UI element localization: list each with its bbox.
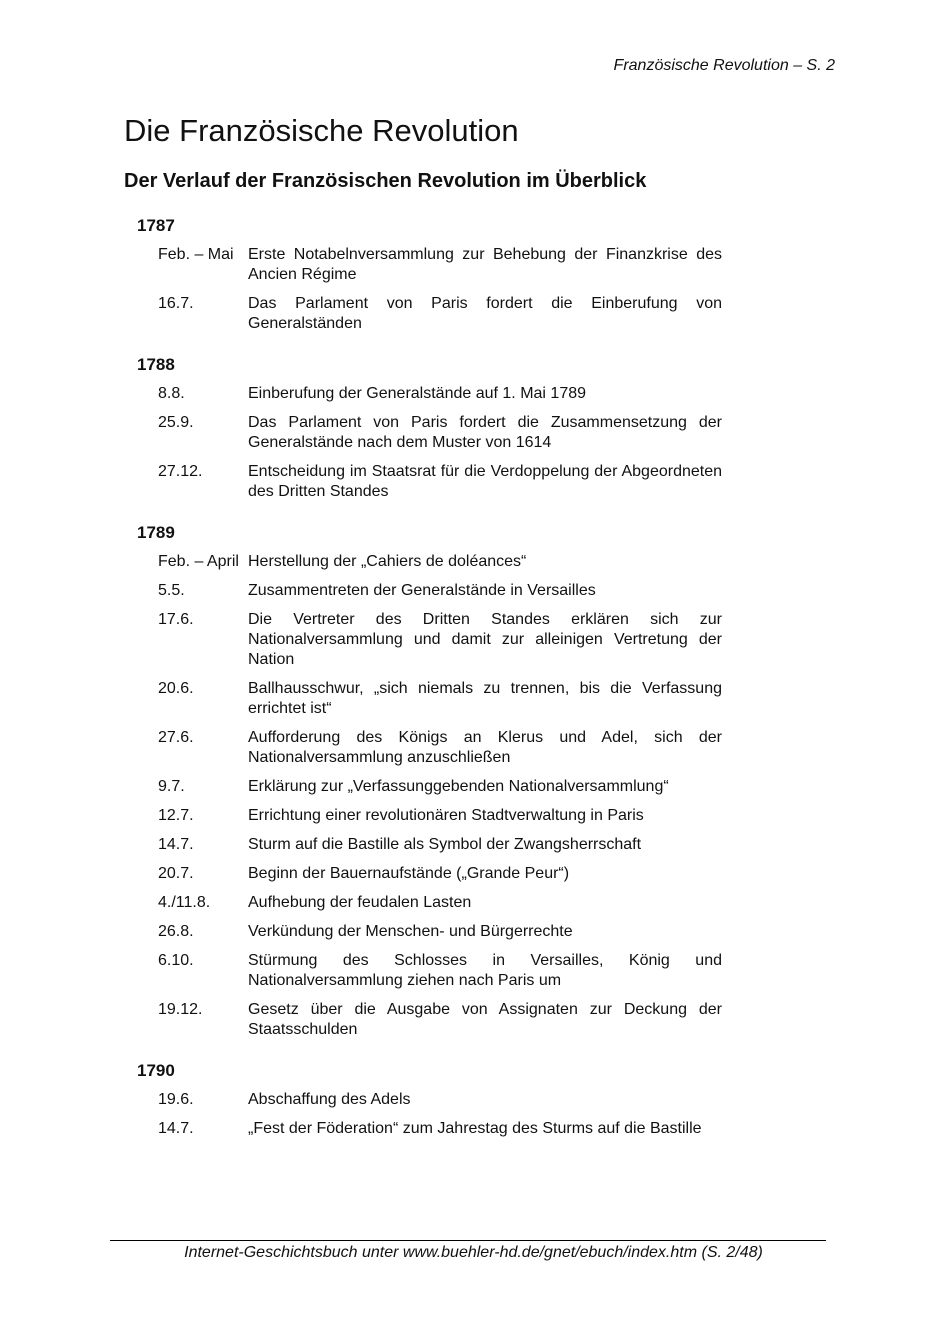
entry-text: Einberufung der Generalstände auf 1. Mai 1789 <box>248 385 587 402</box>
timeline-entry <box>137 1119 722 1139</box>
entry-text: Sturm auf die Bastille als Symbol der Zwangsherrschaft <box>248 836 642 853</box>
entry-date: Feb. – Mai <box>158 246 234 263</box>
entry-text: „Fest der Föderation“ zum Jahrestag des Sturms auf die Bastille <box>248 1120 702 1137</box>
timeline-entry <box>137 1090 722 1110</box>
entry-text: Errichtung einer revolutionären Stadtverwaltung in Paris <box>248 807 644 824</box>
footer-divider <box>110 1240 826 1241</box>
running-header: Französische Revolution – S. 2 <box>613 57 835 74</box>
year-heading: 1789 <box>137 523 175 542</box>
entry-text: Beginn der Bauernaufstände („Grande Peur“) <box>248 865 570 882</box>
entry-date: 6.10. <box>158 952 194 969</box>
entry-text: Gesetz über die Ausgabe von Assignaten zur Deckung der Staatsschulden <box>248 1001 722 1038</box>
timeline-entry <box>137 679 722 719</box>
timeline-entry <box>137 864 722 884</box>
entry-date: 27.6. <box>158 729 194 746</box>
entry-date: 17.6. <box>158 611 194 628</box>
timeline <box>137 214 722 1158</box>
timeline-entry <box>137 922 722 942</box>
entry-date: 27.12. <box>158 463 203 480</box>
timeline-entry <box>137 552 722 572</box>
entry-date: 4./11.8. <box>158 894 211 911</box>
entry-text: Stürmung des Schlosses in Versailles, König und Nationalversammlung ziehen nach Paris um <box>248 952 722 989</box>
year-section <box>137 521 722 1040</box>
entry-date: 9.7. <box>158 778 185 795</box>
section-subtitle: Der Verlauf der Französischen Revolution im Überblick <box>124 170 647 192</box>
entry-date: 16.7. <box>158 295 194 312</box>
timeline-entry <box>137 581 722 601</box>
page-title: Die Französische Revolution <box>124 113 519 148</box>
entry-text: Aufforderung des Königs an Klerus und Adel, sich der Nationalversammlung anzuschließen <box>248 729 722 766</box>
timeline-entry <box>137 294 722 334</box>
entry-date: 14.7. <box>158 1120 194 1137</box>
timeline-entry <box>137 384 722 404</box>
entry-date: 26.8. <box>158 923 194 940</box>
timeline-entry <box>137 610 722 670</box>
entry-date: 19.6. <box>158 1091 194 1108</box>
entry-date: 5.5. <box>158 582 185 599</box>
timeline-entry <box>137 835 722 855</box>
timeline-entry <box>137 462 722 502</box>
timeline-entry <box>137 777 722 797</box>
entry-date: 14.7. <box>158 836 194 853</box>
entry-date: 20.6. <box>158 680 194 697</box>
timeline-entry <box>137 245 722 285</box>
timeline-entry <box>137 806 722 826</box>
entry-text: Das Parlament von Paris fordert die Einberufung von Generalständen <box>248 295 722 332</box>
page-footer: Internet-Geschichtsbuch unter www.buehler-hd.de/gnet/ebuch/index.htm (S. 2/48) <box>184 1244 763 1261</box>
entry-text: Zusammentreten der Generalstände in Versailles <box>248 582 596 599</box>
timeline-entry <box>137 951 722 991</box>
entry-text: Entscheidung im Staatsrat für die Verdoppelung der Abgeordneten des Dritten Standes <box>248 463 722 500</box>
entry-date: 19.12. <box>158 1001 203 1018</box>
year-section <box>137 353 722 502</box>
entry-date: 12.7. <box>158 807 194 824</box>
timeline-entry <box>137 893 722 913</box>
entry-text: Erklärung zur „Verfassunggebenden Nationalversammlung“ <box>248 778 669 795</box>
entry-date: 25.9. <box>158 414 194 431</box>
entry-date: Feb. – April <box>158 553 239 570</box>
entry-date: 20.7. <box>158 865 194 882</box>
entry-text: Herstellung der „Cahiers de doléances“ <box>248 553 527 570</box>
year-section <box>137 214 722 334</box>
entry-text: Verkündung der Menschen- und Bürgerrechte <box>248 923 573 940</box>
entry-date: 8.8. <box>158 385 185 402</box>
entry-text: Das Parlament von Paris fordert die Zusammensetzung der Generalstände nach dem Muster von 1614 <box>248 414 722 451</box>
entry-text: Erste Notabelnversammlung zur Behebung der Finanzkrise des Ancien Régime <box>248 246 722 283</box>
year-section <box>137 1059 722 1139</box>
entry-text: Die Vertreter des Dritten Standes erklären sich zur Nationalversammlung und damit zur alleinigen Vertretung der Nation <box>248 611 722 668</box>
year-heading: 1790 <box>137 1061 175 1080</box>
timeline-entry <box>137 1000 722 1040</box>
timeline-entry <box>137 728 722 768</box>
year-heading: 1788 <box>137 355 175 374</box>
timeline-entry <box>137 413 722 453</box>
entry-text: Abschaffung des Adels <box>248 1091 411 1108</box>
year-heading: 1787 <box>137 216 175 235</box>
entry-text: Aufhebung der feudalen Lasten <box>248 894 472 911</box>
entry-text: Ballhausschwur, „sich niemals zu trennen, bis die Verfassung errichtet ist“ <box>248 680 722 717</box>
